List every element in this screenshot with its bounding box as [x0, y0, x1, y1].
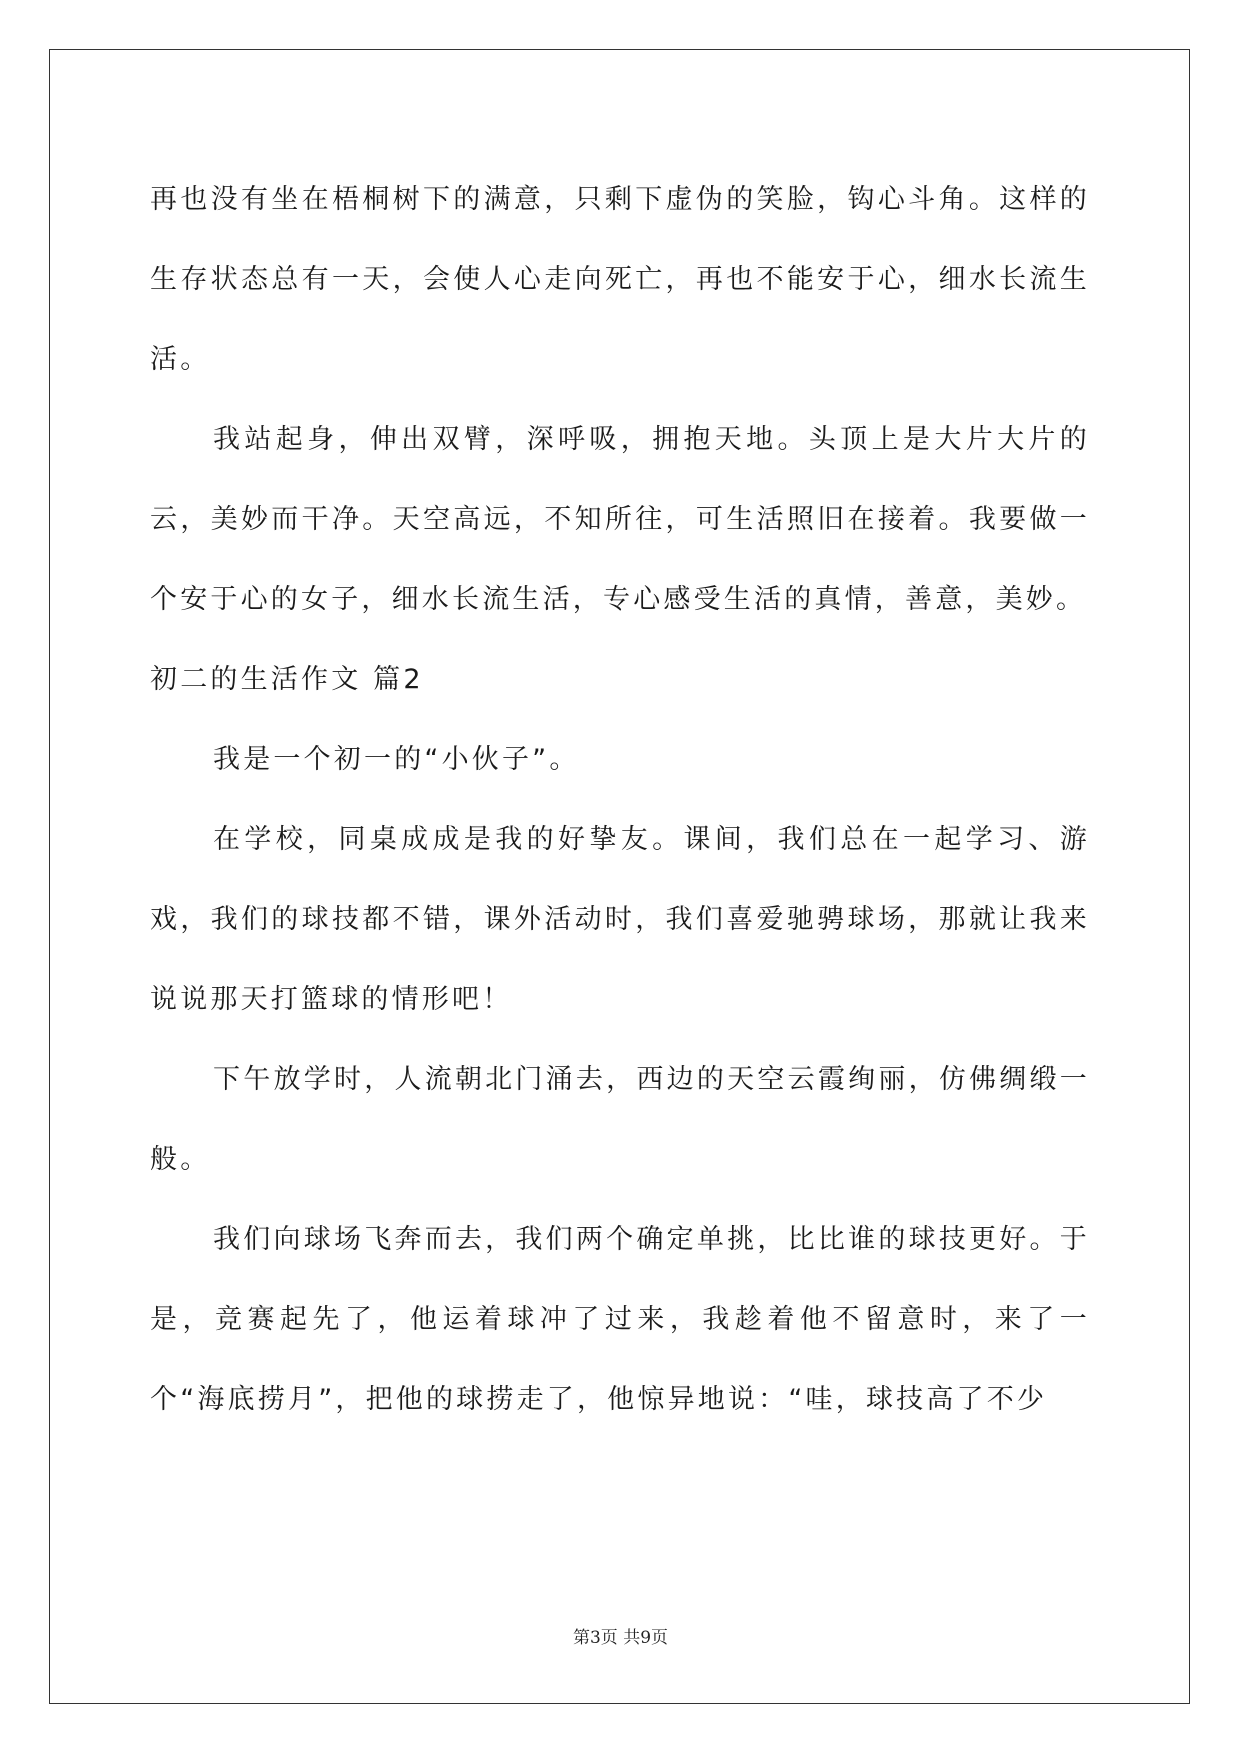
- document-body: [150, 160, 1090, 1440]
- paragraph: 再也没有坐在梧桐树下的满意，只剩下虚伪的笑脸，钩心斗角。这样的生存状态总有一天，会使人心走向死亡，再也不能安于心，细水长流生活。: [150, 184, 1090, 375]
- paragraph: 我是一个初一的“小伙子”。: [213, 744, 580, 775]
- paragraph: 下午放学时，人流朝北门涌去，西边的天空云霞绚丽，仿佛绸缎一般。: [150, 1064, 1090, 1175]
- paragraph: 我站起身，伸出双臂，深呼吸，拥抱天地。头顶上是大片大片的云，美妙而干净。天空高远，不知所往，可生活照旧在接着。我要做一个安于心的女子，细水长流生活，专心感受生活的真情，善意，美妙。: [150, 424, 1090, 615]
- paragraph: 在学校，同桌成成是我的好挚友。课间，我们总在一起学习、游戏，我们的球技都不错，课外活动时，我们喜爱驰骋球场，那就让我来说说那天打篮球的情形吧！: [150, 824, 1090, 1015]
- page-number-footer: 第3页 共9页: [572, 1628, 669, 1648]
- section-heading: 初二的生活作文 篇2: [150, 664, 424, 695]
- paragraph: 我们向球场飞奔而去，我们两个确定单挑，比比谁的球技更好。于是，竞赛起先了，他运着球冲了过来，我趁着他不留意时，来了一个“海底捞月”，把他的球捞走了，他惊异地说：“哇，球技高了不少: [150, 1224, 1090, 1415]
